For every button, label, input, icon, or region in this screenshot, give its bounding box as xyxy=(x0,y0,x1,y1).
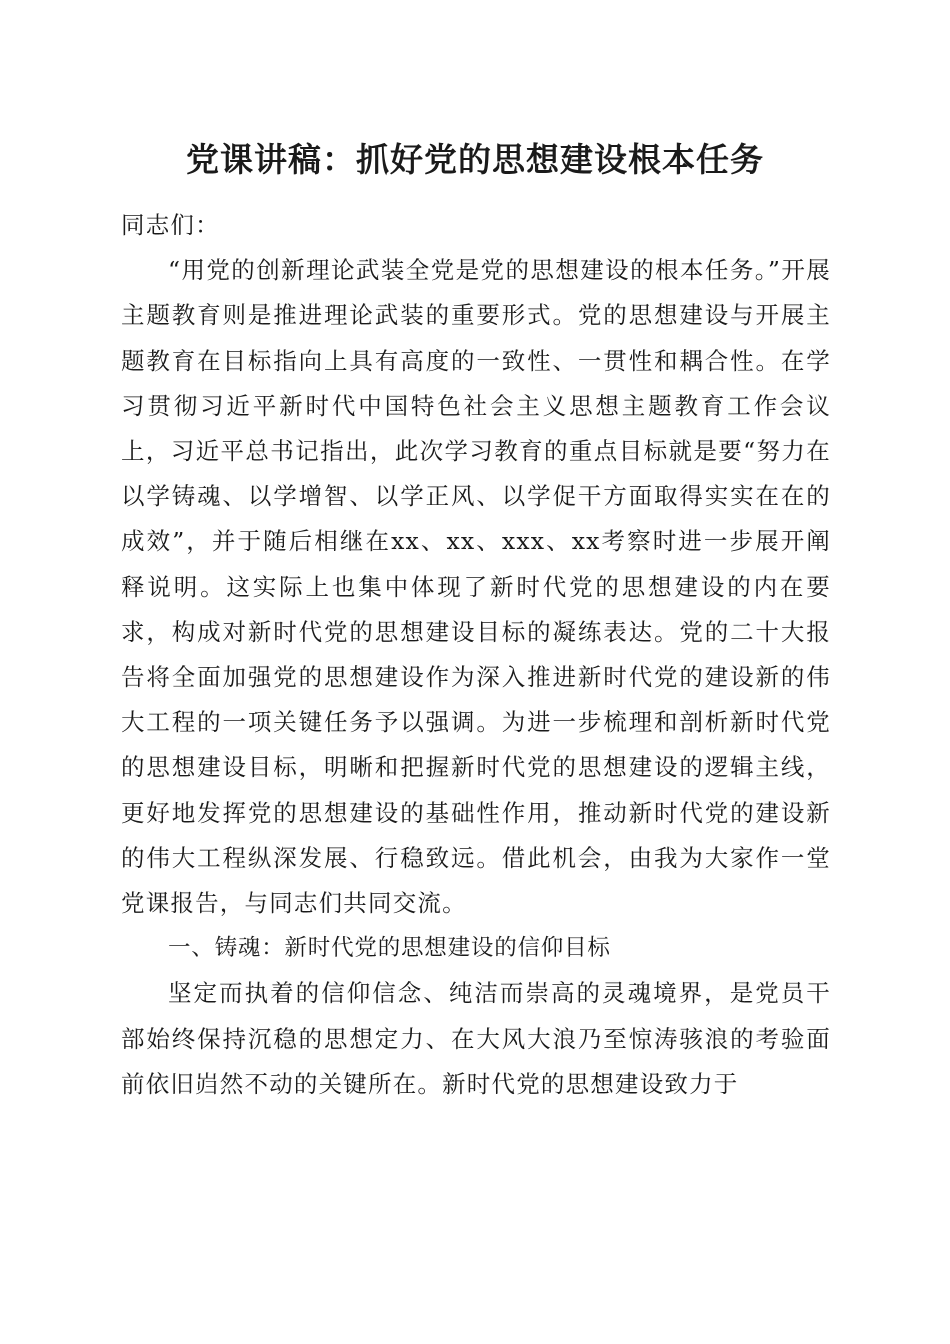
document-body xyxy=(121,200,831,1107)
document-title: 党课讲稿：抓好党的思想建设根本任务 xyxy=(186,140,764,179)
section-heading: 一、铸魂：新时代党的思想建设的信仰目标 xyxy=(168,935,611,962)
section-paragraph: 坚定而执着的信仰信念、纯洁而崇高的灵魂境界，是党员干部始终保持沉稳的思想定力、在大风大浪乃至惊涛骇浪的考验面前依旧岿然不动的关键所在。新时代党的思想建设致力于 xyxy=(121,979,831,1098)
salutation: 同志们： xyxy=(121,211,220,239)
intro-paragraph: “用党的创新理论武装全党是党的思想建设的根本任务。”开展主题教育则是推进理论武装的重要形式。党的思想建设与开展主题教育在目标指向上具有高度的一致性、一贯性和耦合性。在学习贯彻习近平新时代中国特色社会主义思想主题教育工作会议上，习近平总书记指出，此次学习教育的重点目标就是要“努力在以学铸魂、以学增智、以学正风、以学促干方面取得实实在在的成效”，并于随后相继在xx、xx、xxx、xx考察时进一步展开阐释说明。这实际上也集中体现了新时代党的思想建设的内在要求，构成对新时代党的思想建设目标的凝练表达。党的二十大报告将全面加强党的思想建设作为深入推进新时代党的建设新的伟大工程的一项关键任务予以强调。为进一步梳理和剖析新时代党的思想建设目标，明晰和把握新时代党的思想建设的逻辑主线，更好地发挥党的思想建设的基础性作用，推动新时代党的建设新的伟大工程纵深发展、行稳致远。借此机会，由我为大家作一堂党课报告，与同志们共同交流。 xyxy=(121,256,831,918)
